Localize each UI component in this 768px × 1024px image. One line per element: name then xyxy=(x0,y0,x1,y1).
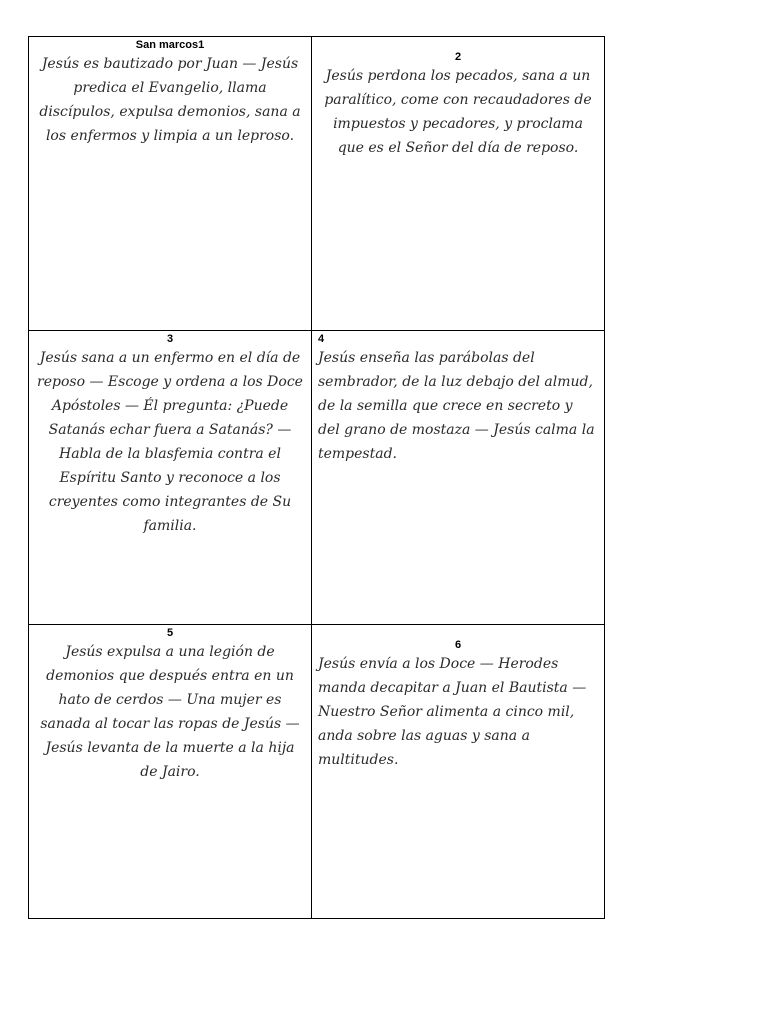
cell-text: Jesús expulsa a una legión de demonios que después entra en un hato de cerdos — Una mujer es sanada al tocar las ropas de Jesús — Jesús levanta de la muerte a la hija de Jairo. xyxy=(40,644,300,780)
cell-6 xyxy=(312,625,605,919)
cell-heading: 6 xyxy=(454,639,462,651)
cell-3 xyxy=(29,331,312,625)
cell-1 xyxy=(29,37,312,331)
cell-text: Jesús perdona los pecados, sana a un paralítico, come con recaudadores de impuestos y pecadores, y proclama que es el Señor del día de reposo. xyxy=(324,68,592,156)
cell-text: Jesús es bautizado por Juan — Jesús predica el Evangelio, llama discípulos, expulsa demonios, sana a los enfermos y limpia a un leproso. xyxy=(39,56,301,144)
cell-heading: 5 xyxy=(166,627,174,639)
cell-text: Jesús enseña las parábolas del sembrador, de la luz debajo del almud, de la semilla que crece en secreto y del grano de mostaza — Jesús calma la tempestad. xyxy=(318,350,595,462)
cell-heading: 2 xyxy=(454,51,462,63)
cell-heading: 3 xyxy=(166,333,174,345)
cell-heading: 4 xyxy=(318,333,325,345)
cell-text: Jesús envía a los Doce — Herodes manda decapitar a Juan el Bautista — Nuestro Señor alimenta a cinco mil, anda sobre las aguas y sana a multitudes. xyxy=(318,656,587,768)
table-row xyxy=(29,331,605,625)
cell-4 xyxy=(312,331,605,625)
cell-text: Jesús sana a un enfermo en el día de reposo — Escoge y ordena a los Doce Apóstoles — Él pregunta: ¿Puede Satanás echar fuera a Satanás? — Habla de la blasfemia contra el Espíritu Santo y reconoce a los creyentes como integrantes de Su familia. xyxy=(37,350,303,534)
cell-2 xyxy=(312,37,605,331)
table-row xyxy=(29,625,605,919)
cell-heading: San marcos1 xyxy=(135,39,205,51)
summary-table xyxy=(28,36,605,919)
table-row xyxy=(29,37,605,331)
cell-5 xyxy=(29,625,312,919)
